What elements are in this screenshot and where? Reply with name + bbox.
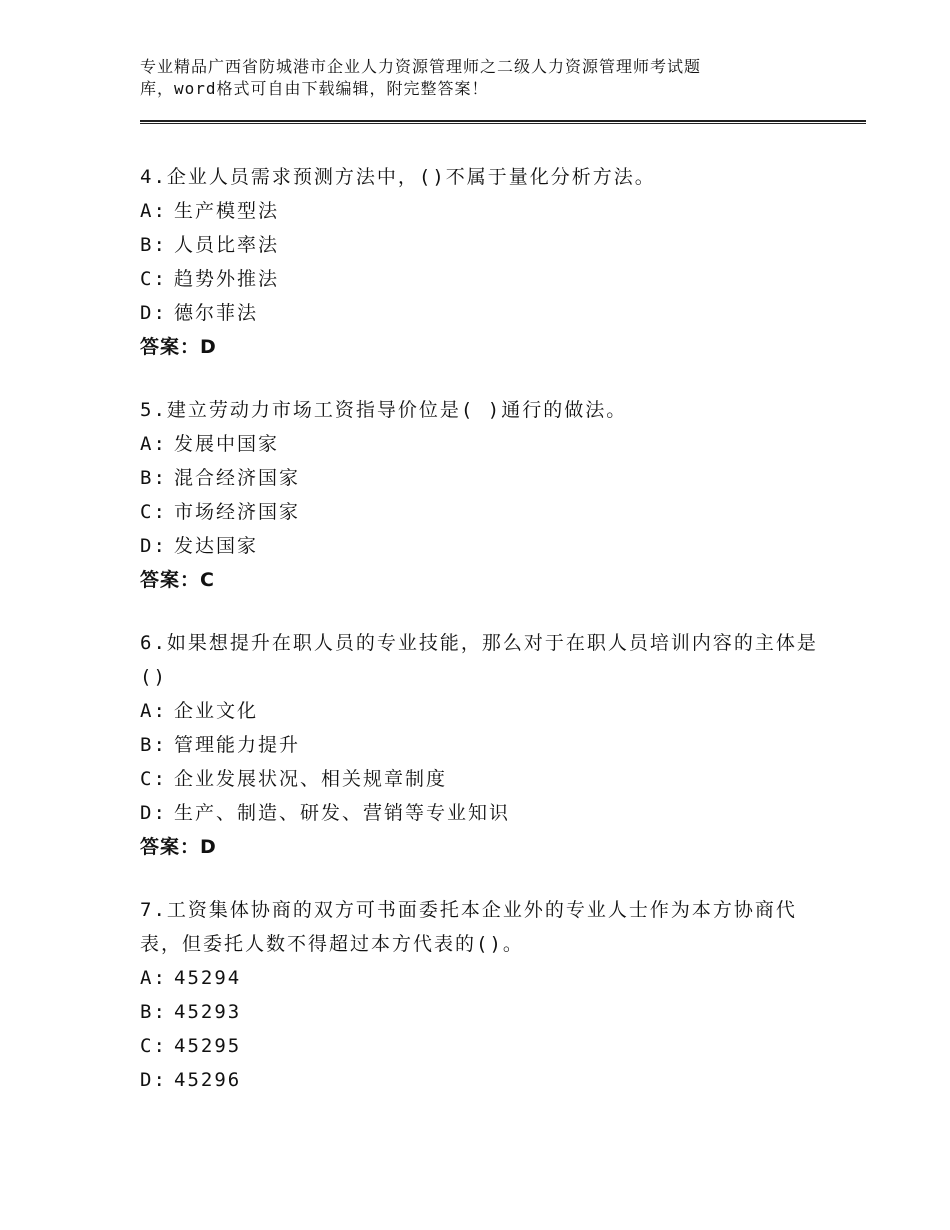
answer: 答案：C (140, 569, 215, 591)
option-letter: C: (140, 768, 167, 790)
page-header (140, 56, 840, 100)
option-a (140, 961, 820, 995)
header-line-1: 专业精品广西省防城港市企业人力资源管理师之二级人力资源管理师考试题 (140, 57, 702, 76)
option-text: 管理能力提升 (174, 734, 301, 756)
question-stem: 6.如果想提升在职人员的专业技能，那么对于在职人员培训内容的主体是() (140, 632, 818, 688)
option-b (140, 995, 820, 1029)
option-letter: D: (140, 802, 167, 824)
option-text: 企业发展状况、相关规章制度 (174, 768, 448, 790)
question-4 (140, 160, 820, 364)
option-letter: A: (140, 967, 167, 989)
option-text: 混合经济国家 (174, 467, 301, 489)
option-b (140, 728, 820, 762)
option-d (140, 1063, 820, 1097)
question-stem: 4.企业人员需求预测方法中，()不属于量化分析方法。 (140, 166, 656, 188)
question-6 (140, 626, 820, 864)
question-5 (140, 393, 820, 597)
option-text: 45294 (174, 967, 242, 989)
option-c (140, 262, 820, 296)
question-stem: 5.建立劳动力市场工资指导价位是( )通行的做法。 (140, 399, 628, 421)
header-divider (140, 120, 866, 124)
question-7 (140, 893, 820, 1097)
header-line-2: 库，word格式可自由下载编辑，附完整答案！ (140, 79, 489, 98)
option-letter: B: (140, 467, 167, 489)
option-c (140, 1029, 820, 1063)
option-d (140, 296, 820, 330)
option-d (140, 529, 820, 563)
option-b (140, 461, 820, 495)
option-text: 45295 (174, 1035, 242, 1057)
option-text: 德尔菲法 (174, 302, 259, 324)
option-letter: B: (140, 734, 167, 756)
option-letter: C: (140, 1035, 167, 1057)
option-a (140, 694, 820, 728)
option-d (140, 796, 820, 830)
option-text: 人员比率法 (174, 234, 280, 256)
option-text: 趋势外推法 (174, 268, 280, 290)
option-text: 发展中国家 (174, 433, 280, 455)
option-letter: D: (140, 1069, 167, 1091)
option-letter: D: (140, 535, 167, 557)
option-text: 生产、制造、研发、营销等专业知识 (174, 802, 511, 824)
option-text: 生产模型法 (174, 200, 280, 222)
option-text: 市场经济国家 (174, 501, 301, 523)
question-stem: 7.工资集体协商的双方可书面委托本企业外的专业人士作为本方协商代表，但委托人数不得超过本方代表的()。 (140, 899, 797, 955)
option-a (140, 194, 820, 228)
option-text: 45296 (174, 1069, 242, 1091)
question-list (140, 160, 820, 1126)
option-c (140, 495, 820, 529)
option-a (140, 427, 820, 461)
option-letter: C: (140, 268, 167, 290)
option-text: 45293 (174, 1001, 242, 1023)
option-letter: B: (140, 1001, 167, 1023)
option-text: 发达国家 (174, 535, 259, 557)
option-letter: D: (140, 302, 167, 324)
answer: 答案：D (140, 336, 217, 358)
option-b (140, 228, 820, 262)
option-letter: A: (140, 200, 167, 222)
option-letter: A: (140, 433, 167, 455)
answer: 答案：D (140, 836, 217, 858)
option-letter: A: (140, 700, 167, 722)
option-letter: C: (140, 501, 167, 523)
option-c (140, 762, 820, 796)
option-letter: B: (140, 234, 167, 256)
option-text: 企业文化 (174, 700, 259, 722)
